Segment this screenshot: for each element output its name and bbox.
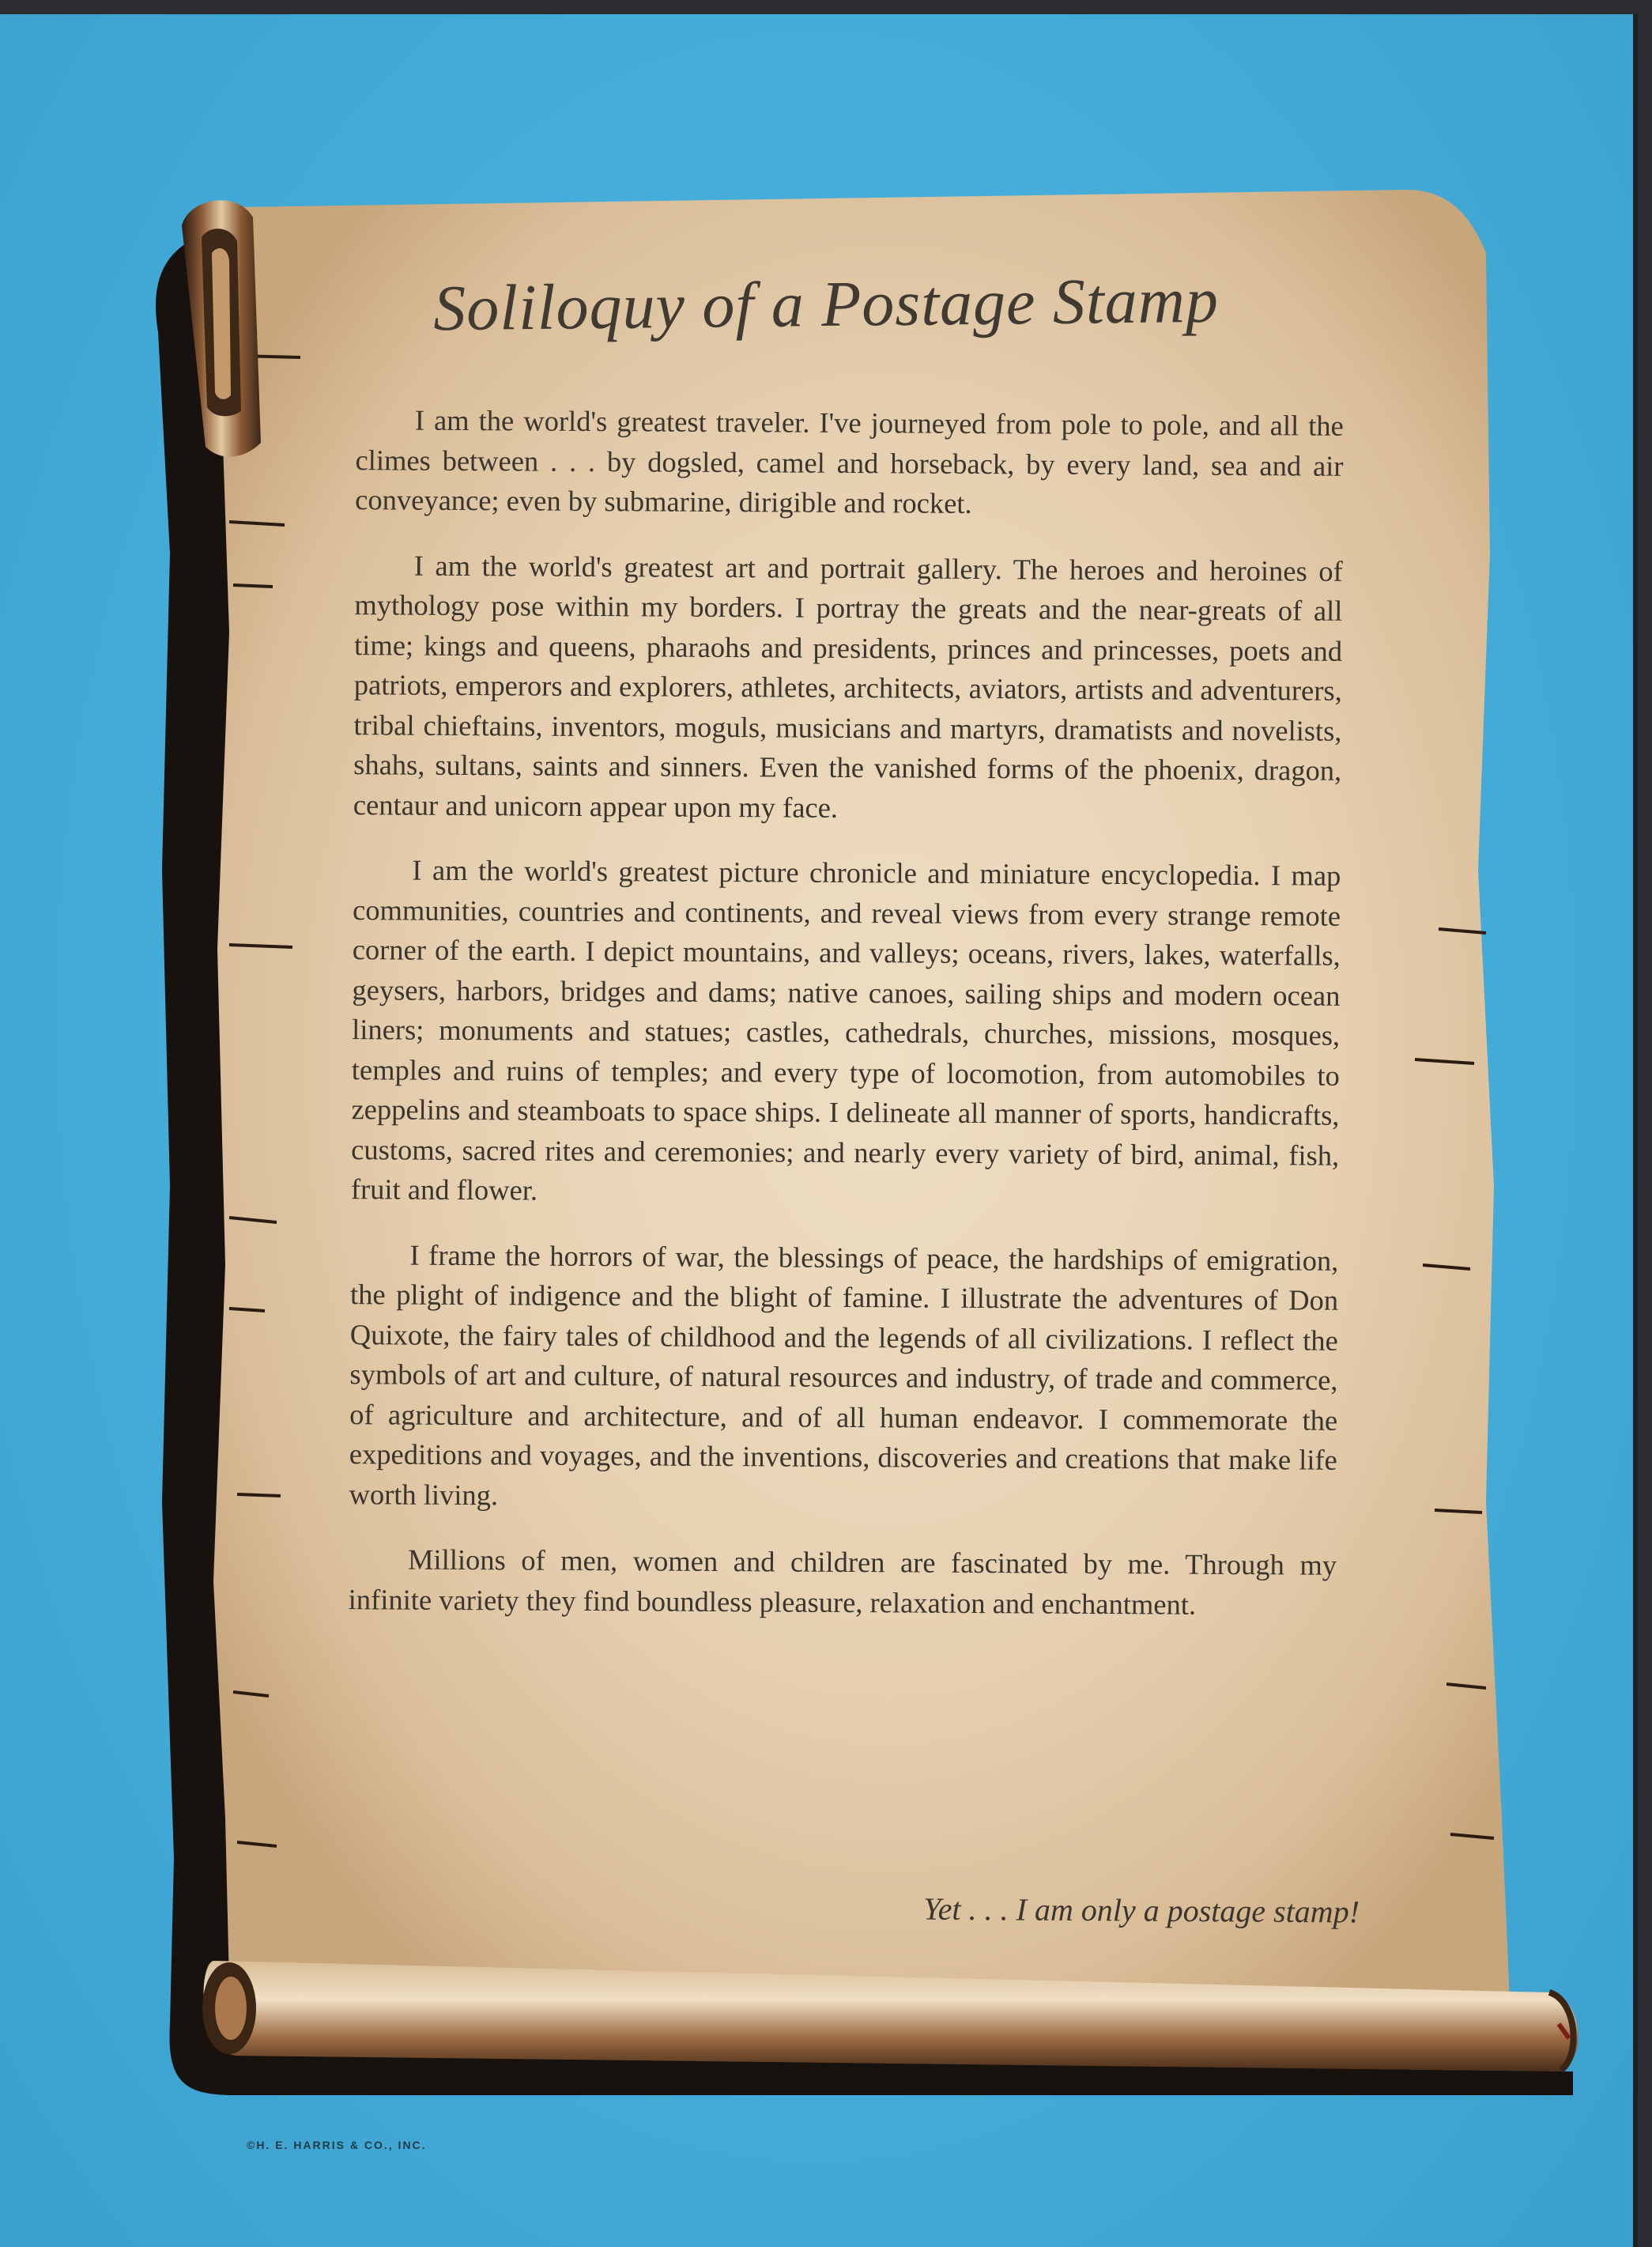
- paragraph-gallery: I am the world's greatest art and portrait gallery. The heroes and heroines of mythology pose within my borders. I portray the greats and the near-greats of all time; kings and queens, pharaohs and presidents, princes and princesses, poets and patriots, emperors and explorers, athletes, architects, aviators, artists and adventurers, tribal chieftains, inventors, moguls, musicians and martyrs, dramatists and novelists, shahs, sultans, saints and sinners. Even the vanished forms of the phoenix, dragon, centaur and unicorn appear upon my face.: [353, 549, 1343, 824]
- copyright-notice: ©H. E. HARRIS & CO., INC.: [247, 2139, 427, 2151]
- page-title: Soliloquy of a Postage Stamp: [432, 263, 1220, 345]
- signoff-line: Yet . . . I am only a postage stamp!: [923, 1890, 1360, 1930]
- paragraph-chronicle: I am the world's greatest picture chronicle and miniature encyclopedia. I map communities, countries and continents, and reveal views from every strange remote corner of the earth. I depict mountains, and valleys; oceans, rivers, lakes, waterfalls, geysers, harbors, bridges and dams; native canoes, sailing ships and modern ocean liners; monuments and statues; castles, cathedrals, churches, missions, mosques, temples and ruins of temples; and every type of locomotion, from automobiles to zeppelins and steamboats to space ships. I delineate all manner of sports, handicrafts, customs, sacred rites and ceremonies; and nearly every variety of bird, animal, fish, fruit and flower.: [350, 853, 1341, 1207]
- paragraph-traveler: I am the world's greatest traveler. I've journeyed from pole to pole, and all the climes between . . . by dogsled, camel and horseback, by every land, sea and air conveyance; even by submarine, dirigible and rocket.: [355, 403, 1344, 519]
- soliloquy-body: [348, 400, 1344, 1651]
- paragraph-frame: I frame the horrors of war, the blessings of peace, the hardships of emigration, the plight of indigence and the blight of famine. I illustrate the adventures of Don Quixote, the fairy tales of childhood and the legends of all civilizations. I reflect the symbols of art and culture, of natural resources and industry, of trade and commerce, of agriculture and architecture, and of all human endeavor. I commemorate the expeditions and voyages, and the inventions, discoveries and creations that make life worth living.: [349, 1238, 1339, 1511]
- paragraph-millions: Millions of men, women and children are fascinated by me. Through my infinite variety they find boundless pleasure, relaxation and enchantment.: [348, 1543, 1337, 1621]
